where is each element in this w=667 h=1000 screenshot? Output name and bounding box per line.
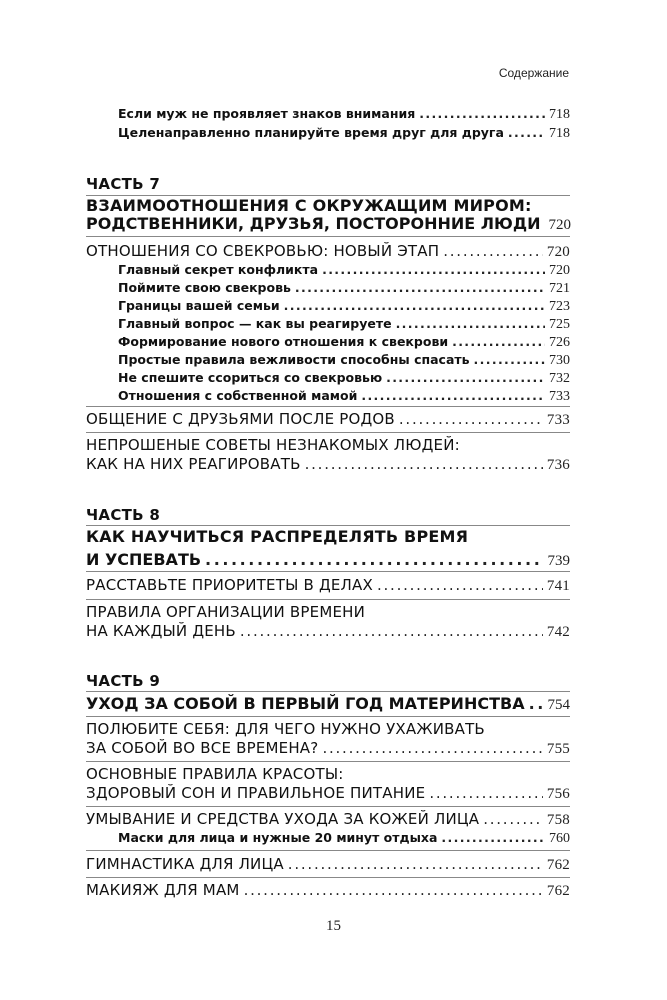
entry-title: Главный вопрос — как вы реагируете [118,316,392,331]
divider [86,599,570,600]
toc-entry[interactable] [118,316,570,333]
entry-page: 733 [549,389,570,404]
divider [86,691,570,692]
entry-title: ОТНОШЕНИЯ СО СВЕКРОВЬЮ: НОВЫЙ ЭТАП [86,242,440,260]
entry-title: Не спешите ссориться со свекровью [118,370,383,385]
entry-page: 723 [549,299,570,314]
toc-entry[interactable] [86,576,570,595]
divider [86,761,570,762]
entry-title: ЗА СОБОЙ ВО ВСЕ ВРЕМЕНА? [86,739,319,757]
toc-entry[interactable] [86,739,570,758]
entry-title: Если муж не проявляет знаков внимания [118,106,416,121]
section-title-line: ПРАВИЛА ОРГАНИЗАЦИИ ВРЕМЕНИ [86,603,366,621]
entry-page: 756 [546,786,570,802]
entry-page: 739 [547,553,570,569]
section-title-line: ПОЛЮБИТЕ СЕБЯ: ДЛЯ ЧЕГО НУЖНО УХАЖИВАТЬ [86,720,485,738]
toc-entry[interactable] [118,125,570,142]
toc-entry[interactable] [86,550,570,570]
toc-entry[interactable] [86,455,570,474]
entry-title: МАКИЯЖ ДЛЯ МАМ [86,881,240,899]
entry-page: 725 [549,317,570,332]
toc-entry[interactable] [86,784,570,803]
entry-page: 718 [549,107,570,122]
toc-entry[interactable] [86,810,570,829]
toc-entry[interactable] [118,830,570,847]
entry-title: Главный секрет конфликта [118,262,319,277]
toc-entry[interactable] [86,410,570,429]
entry-page: 720 [548,217,571,233]
entry-title: ЗДОРОВЫЙ СОН И ПРАВИЛЬНОЕ ПИТАНИЕ [86,784,426,802]
entry-title: Маски для лица и нужные 20 минут отдыха [118,830,438,845]
part-label: ЧАСТЬ 7 [86,175,161,193]
entry-page: 762 [546,883,570,899]
toc-entry[interactable] [86,881,570,900]
entry-page: 732 [549,371,570,386]
entry-title: ГИМНАСТИКА ДЛЯ ЛИЦА [86,855,284,873]
leader-dots [284,298,545,313]
leader-dots [288,855,543,873]
entry-page: 760 [549,831,570,846]
toc-entry[interactable] [86,694,570,714]
entry-page: 755 [546,741,570,757]
section-title-line: НЕПРОШЕНЫЕ СОВЕТЫ НЕЗНАКОМЫХ ЛЮДЕЙ: [86,436,460,454]
entry-title: РОДСТВЕННИКИ, ДРУЗЬЯ, ПОСТОРОННИЕ ЛЮДИ [86,214,541,233]
leader-dots [429,784,543,802]
divider [86,877,570,878]
leader-dots [399,410,543,428]
divider [86,806,570,807]
toc-entry[interactable] [118,280,570,297]
entry-title: Простые правила вежливости способны спасать [118,352,470,367]
entry-page: 733 [546,412,570,428]
leader-dots [474,352,545,367]
entry-title: Формирование нового отношения к свекрови [118,334,449,349]
entry-title: НА КАЖДЫЙ ДЕНЬ [86,622,236,640]
leader-dots [322,262,545,277]
toc-entry[interactable] [118,106,570,123]
entry-title: Отношения с собственной мамой [118,388,358,403]
divider [86,850,570,851]
section-title-line: ОСНОВНЫЕ ПРАВИЛА КРАСОТЫ: [86,765,344,783]
divider [86,716,570,717]
leader-dots [361,388,545,403]
entry-title: ОБЩЕНИЕ С ДРУЗЬЯМИ ПОСЛЕ РОДОВ [86,410,395,428]
leader-dots [295,280,545,295]
divider [86,525,570,526]
toc-entry[interactable] [86,242,570,261]
toc-entry[interactable] [86,855,570,874]
entry-title: Границы вашей семьи [118,298,280,313]
divider [86,432,570,433]
leader-dots [529,694,544,713]
entry-page: 721 [549,281,570,296]
leader-dots [441,830,545,845]
divider [86,236,570,237]
entry-page: 758 [546,812,570,828]
entry-title: КАК НА НИХ РЕАГИРОВАТЬ [86,455,301,473]
leader-dots [305,455,543,473]
entry-page: 742 [546,624,570,640]
leader-dots [419,106,545,121]
leader-dots [508,125,545,140]
entry-title: Поймите свою свекровь [118,280,291,295]
entry-page: 741 [546,578,570,594]
page-number: 15 [326,918,341,934]
entry-title: И УСПЕВАТЬ [86,550,202,569]
entry-title: УХОД ЗА СОБОЙ В ПЕРВЫЙ ГОД МАТЕРИНСТВА [86,694,525,713]
entry-page: 754 [547,697,570,713]
part-label: ЧАСТЬ 9 [86,672,161,690]
part-title: КАК НАУЧИТЬСЯ РАСПРЕДЕЛЯТЬ ВРЕМЯ [86,527,469,546]
entry-page: 720 [546,244,570,260]
leader-dots [205,550,543,569]
leader-dots [396,316,545,331]
leader-dots [322,739,542,757]
entry-page: 762 [546,857,570,873]
entry-page: 718 [549,126,570,141]
leader-dots [386,370,545,385]
leader-dots [377,576,543,594]
leader-dots [443,242,543,260]
leader-dots [483,810,543,828]
toc-entry[interactable] [118,262,570,279]
toc-entry[interactable] [118,388,570,405]
toc-entry[interactable] [118,298,570,315]
divider [86,406,570,407]
toc-entry[interactable] [118,370,570,387]
entry-title: УМЫВАНИЕ И СРЕДСТВА УХОДА ЗА КОЖЕЙ ЛИЦА [86,810,480,828]
part-title: ВЗАИМООТНОШЕНИЯ С ОКРУЖАЩИМ МИРОМ: [86,196,532,215]
entry-title: Целенаправленно планируйте время друг для друга [118,125,504,140]
leader-dots [244,881,543,899]
entry-page: 736 [546,457,570,473]
leader-dots [452,334,545,349]
entry-title: РАССТАВЬТЕ ПРИОРИТЕТЫ В ДЕЛАХ [86,576,373,594]
part-label: ЧАСТЬ 8 [86,506,161,524]
toc-entry[interactable] [86,214,570,234]
toc-entry[interactable] [118,334,570,351]
entry-page: 720 [549,263,570,278]
entry-page: 730 [549,353,570,368]
divider [86,571,570,572]
toc-entry[interactable] [86,622,570,641]
toc-entry[interactable] [118,352,570,369]
entry-page: 726 [549,335,570,350]
leader-dots [240,622,543,640]
running-head: Содержание [498,66,569,80]
